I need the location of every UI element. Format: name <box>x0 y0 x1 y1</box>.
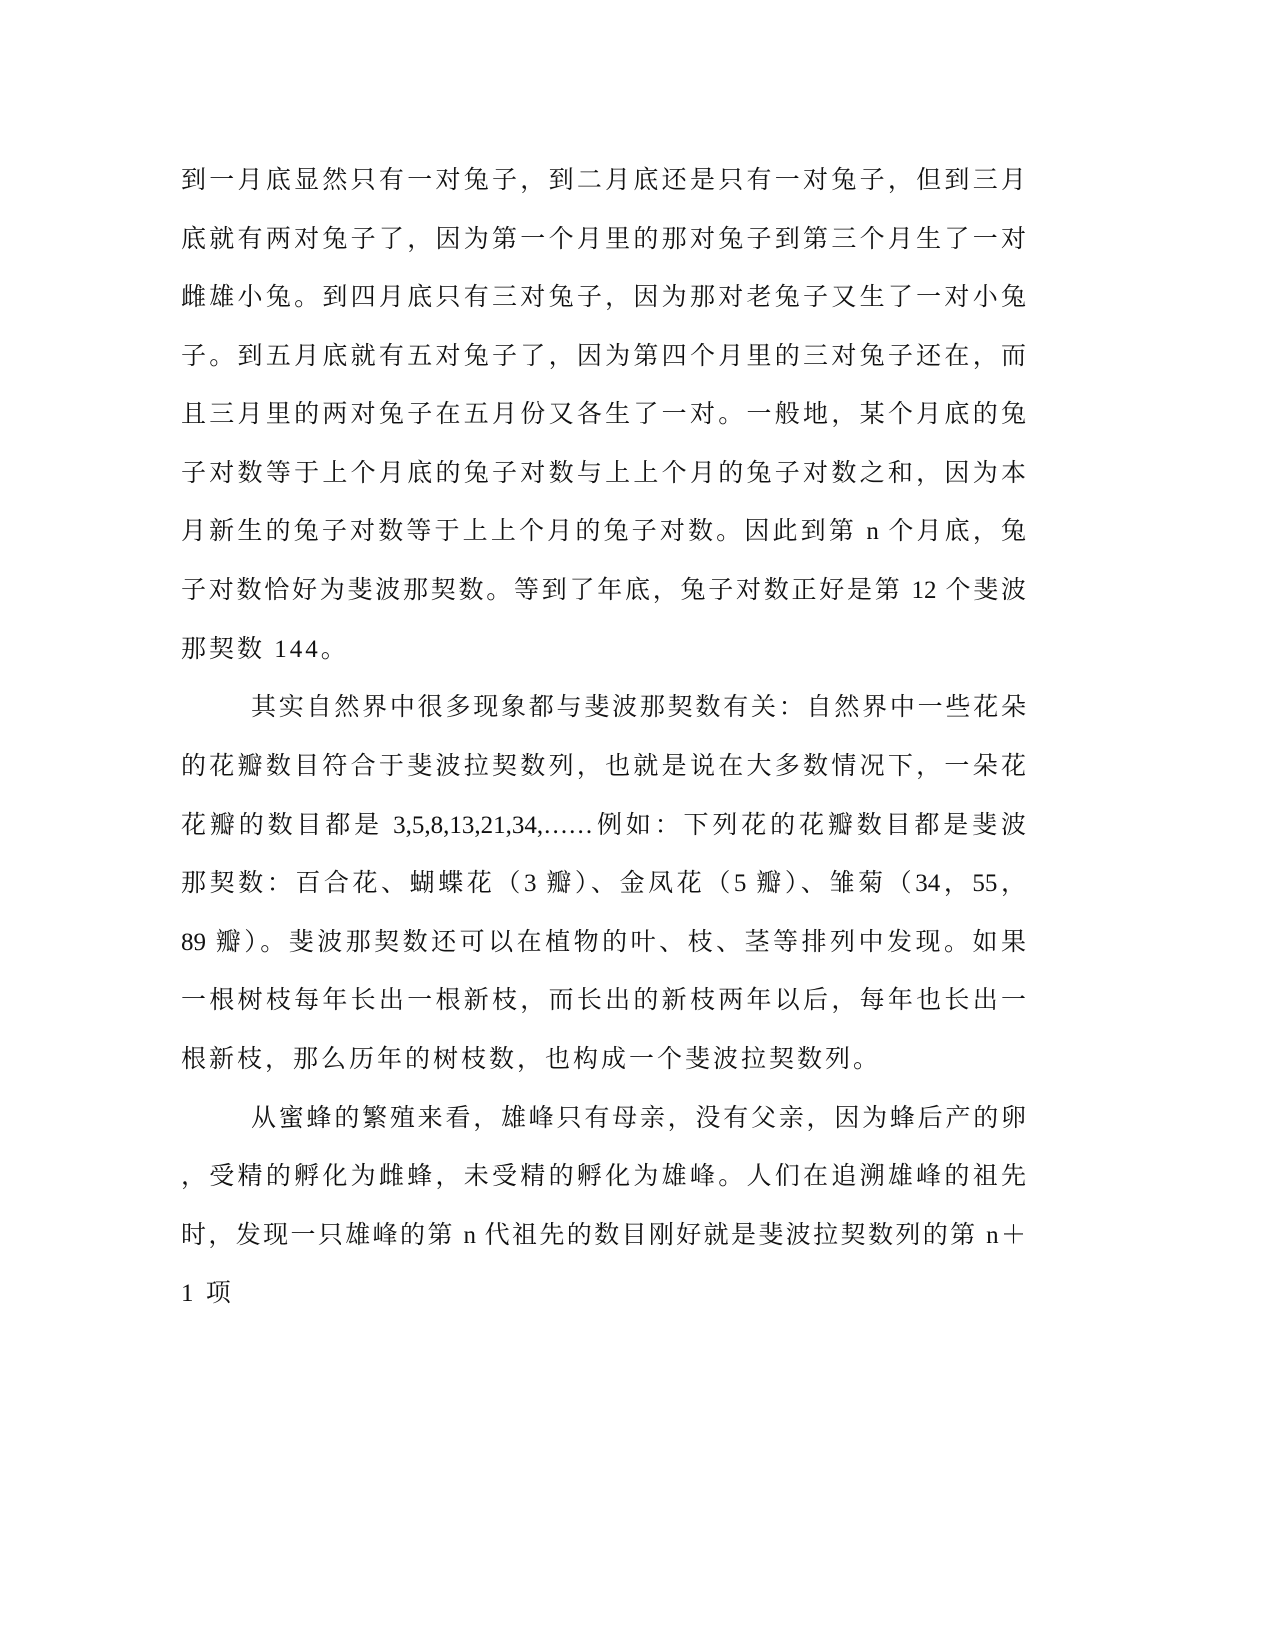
text-line: 从蜜蜂的繁殖来看，雄峰只有母亲，没有父亲，因为蜂后产的卵 <box>251 1105 1026 1132</box>
text-line: 1 项 <box>181 1280 234 1307</box>
text-line: 到一月底显然只有一对兔子，到二月底还是只有一对兔子，但到三月 <box>181 167 1026 194</box>
text-line: 其实自然界中很多现象都与斐波那契数有关：自然界中一些花朵 <box>251 694 1026 721</box>
text-line: 子对数等于上个月底的兔子对数与上上个月的兔子对数之和，因为本 <box>181 460 1026 487</box>
text-line: 花瓣的数目都是 3,5,8,13,21,34,……例如：下列花的花瓣数目都是斐波 <box>181 812 1026 839</box>
text-line: 那契数 144。 <box>181 636 349 663</box>
text-line: 子。到五月底就有五对兔子了，因为第四个月里的三对兔子还在，而 <box>181 343 1026 370</box>
text-line: 根新枝，那么历年的树枝数，也构成一个斐波拉契数列。 <box>181 1046 882 1073</box>
text-line: 底就有两对兔子了，因为第一个月里的那对兔子到第三个月生了一对 <box>181 226 1026 253</box>
text-line: 的花瓣数目符合于斐波拉契数列，也就是说在大多数情况下，一朵花 <box>181 753 1026 780</box>
text-line: 一根树枝每年长出一根新枝，而长出的新枝两年以后，每年也长出一 <box>181 987 1026 1014</box>
text-line: 月新生的兔子对数等于上上个月的兔子对数。因此到第 n 个月底，兔 <box>181 518 1026 545</box>
text-line: 子对数恰好为斐波那契数。等到了年底，兔子对数正好是第 12 个斐波 <box>181 577 1026 604</box>
text-line: 那契数：百合花、蝴蝶花（3 瓣）、金凤花（5 瓣）、雏菊（34，55， <box>181 870 1026 897</box>
text-line: ，受精的孵化为雌蜂，未受精的孵化为雄峰。人们在追溯雄峰的祖先 <box>181 1163 1026 1190</box>
text-line: 雌雄小兔。到四月底只有三对兔子，因为那对老兔子又生了一对小兔 <box>181 284 1026 311</box>
text-line: 时，发现一只雄峰的第 n 代祖先的数目刚好就是斐波拉契数列的第 n＋ <box>181 1222 1026 1249</box>
text-line: 且三月里的两对兔子在五月份又各生了一对。一般地，某个月底的兔 <box>181 401 1026 428</box>
text-line: 89 瓣）。斐波那契数还可以在植物的叶、枝、茎等排列中发现。如果 <box>181 929 1026 956</box>
